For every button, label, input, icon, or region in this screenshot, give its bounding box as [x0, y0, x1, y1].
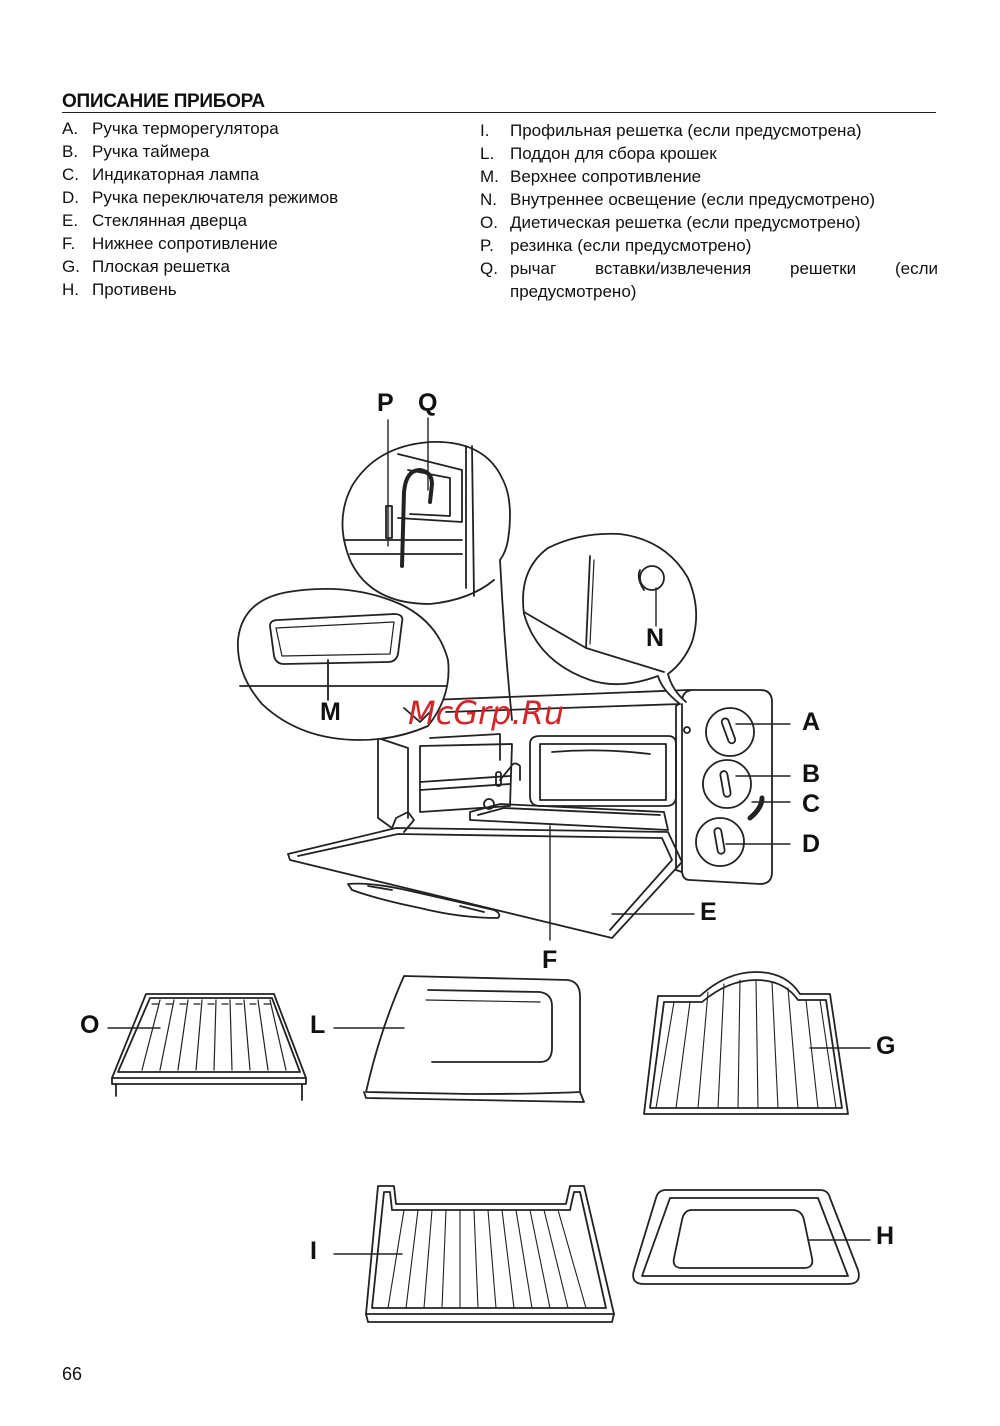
list-item [62, 163, 462, 186]
list-item [62, 255, 462, 278]
item-key: E. [62, 211, 79, 230]
item-key: F. [62, 234, 76, 253]
parts-list-left [62, 117, 462, 301]
item-key: A. [62, 119, 79, 138]
item-key: I. [480, 121, 490, 140]
section-title: ОПИСАНИЕ ПРИБОРА [62, 91, 265, 112]
label-o: O [80, 1011, 100, 1039]
crumb-tray [364, 976, 584, 1102]
item-text: Противень [92, 280, 177, 299]
item-key: P. [480, 236, 494, 255]
item-text: Плоская решетка [92, 257, 230, 276]
item-key: C. [62, 165, 79, 184]
indicator-lamp [750, 798, 762, 818]
list-item [62, 186, 462, 209]
list-item [62, 232, 462, 255]
parts-list-right [480, 119, 938, 303]
list-item [480, 119, 938, 142]
list-item [480, 257, 938, 303]
profile-rack [366, 1186, 614, 1322]
thermostat-knob [706, 708, 754, 756]
label-q: Q [418, 389, 438, 417]
label-p: P [377, 389, 394, 417]
diet-rack [112, 994, 306, 1100]
item-text: Стеклянная дверца [92, 211, 248, 230]
item-key: L. [480, 144, 495, 163]
baking-tray [633, 1190, 859, 1284]
item-key: N. [480, 190, 497, 209]
label-a: A [802, 708, 821, 736]
item-text: Верхнее сопротивление [510, 167, 702, 186]
oven-diagram [0, 380, 1000, 1340]
item-key: B. [62, 142, 79, 161]
label-l: L [310, 1011, 326, 1039]
list-item [480, 188, 938, 211]
page-number: 66 [62, 1364, 83, 1384]
label-n: N [646, 624, 665, 652]
item-text: Ручка переключателя режимов [92, 188, 339, 207]
list-item [480, 142, 938, 165]
list-item [62, 209, 462, 232]
label-f: F [542, 946, 558, 974]
item-text: Ручка терморегулятора [92, 119, 279, 138]
item-text: Ручка таймера [92, 142, 210, 161]
mode-knob [696, 818, 744, 866]
label-g: G [876, 1032, 896, 1060]
timer-knob [703, 760, 751, 808]
label-m: M [320, 698, 341, 726]
list-item [62, 140, 462, 163]
list-item [480, 165, 938, 188]
label-e: E [700, 898, 717, 926]
item-text: Нижнее сопротивление [92, 234, 278, 253]
item-text: Внутреннее освещение (если предусмотрено) [510, 190, 876, 209]
list-item [480, 234, 938, 257]
item-key: D. [62, 188, 79, 207]
item-key: G. [62, 257, 80, 276]
item-key: O. [480, 213, 498, 232]
list-item [62, 278, 462, 301]
item-text: Поддон для сбора крошек [510, 144, 717, 163]
watermark: McGrp.Ru [408, 694, 565, 732]
item-key: M. [480, 167, 499, 186]
item-key: H. [62, 280, 79, 299]
item-text: Диетическая решетка (если предусмотрено) [510, 213, 861, 232]
glass-door [288, 812, 682, 938]
item-text: рычаг вставки/извлечения решетки (если предусмотрено) [510, 259, 938, 301]
label-h: H [876, 1222, 895, 1250]
callout-n [523, 534, 696, 704]
list-item [480, 211, 938, 234]
label-i: I [310, 1237, 317, 1265]
item-text: резинка (если предусмотрено) [510, 236, 752, 255]
item-text: Индикаторная лампа [92, 165, 259, 184]
item-key: Q. [480, 259, 498, 278]
item-text: Профильная решетка (если предусмотрена) [510, 121, 862, 140]
list-item [62, 117, 462, 140]
title-underline [62, 112, 936, 113]
label-d: D [802, 830, 821, 858]
label-b: B [802, 760, 821, 788]
label-c: C [802, 790, 821, 818]
flat-rack [644, 972, 848, 1114]
control-panel [676, 690, 772, 884]
